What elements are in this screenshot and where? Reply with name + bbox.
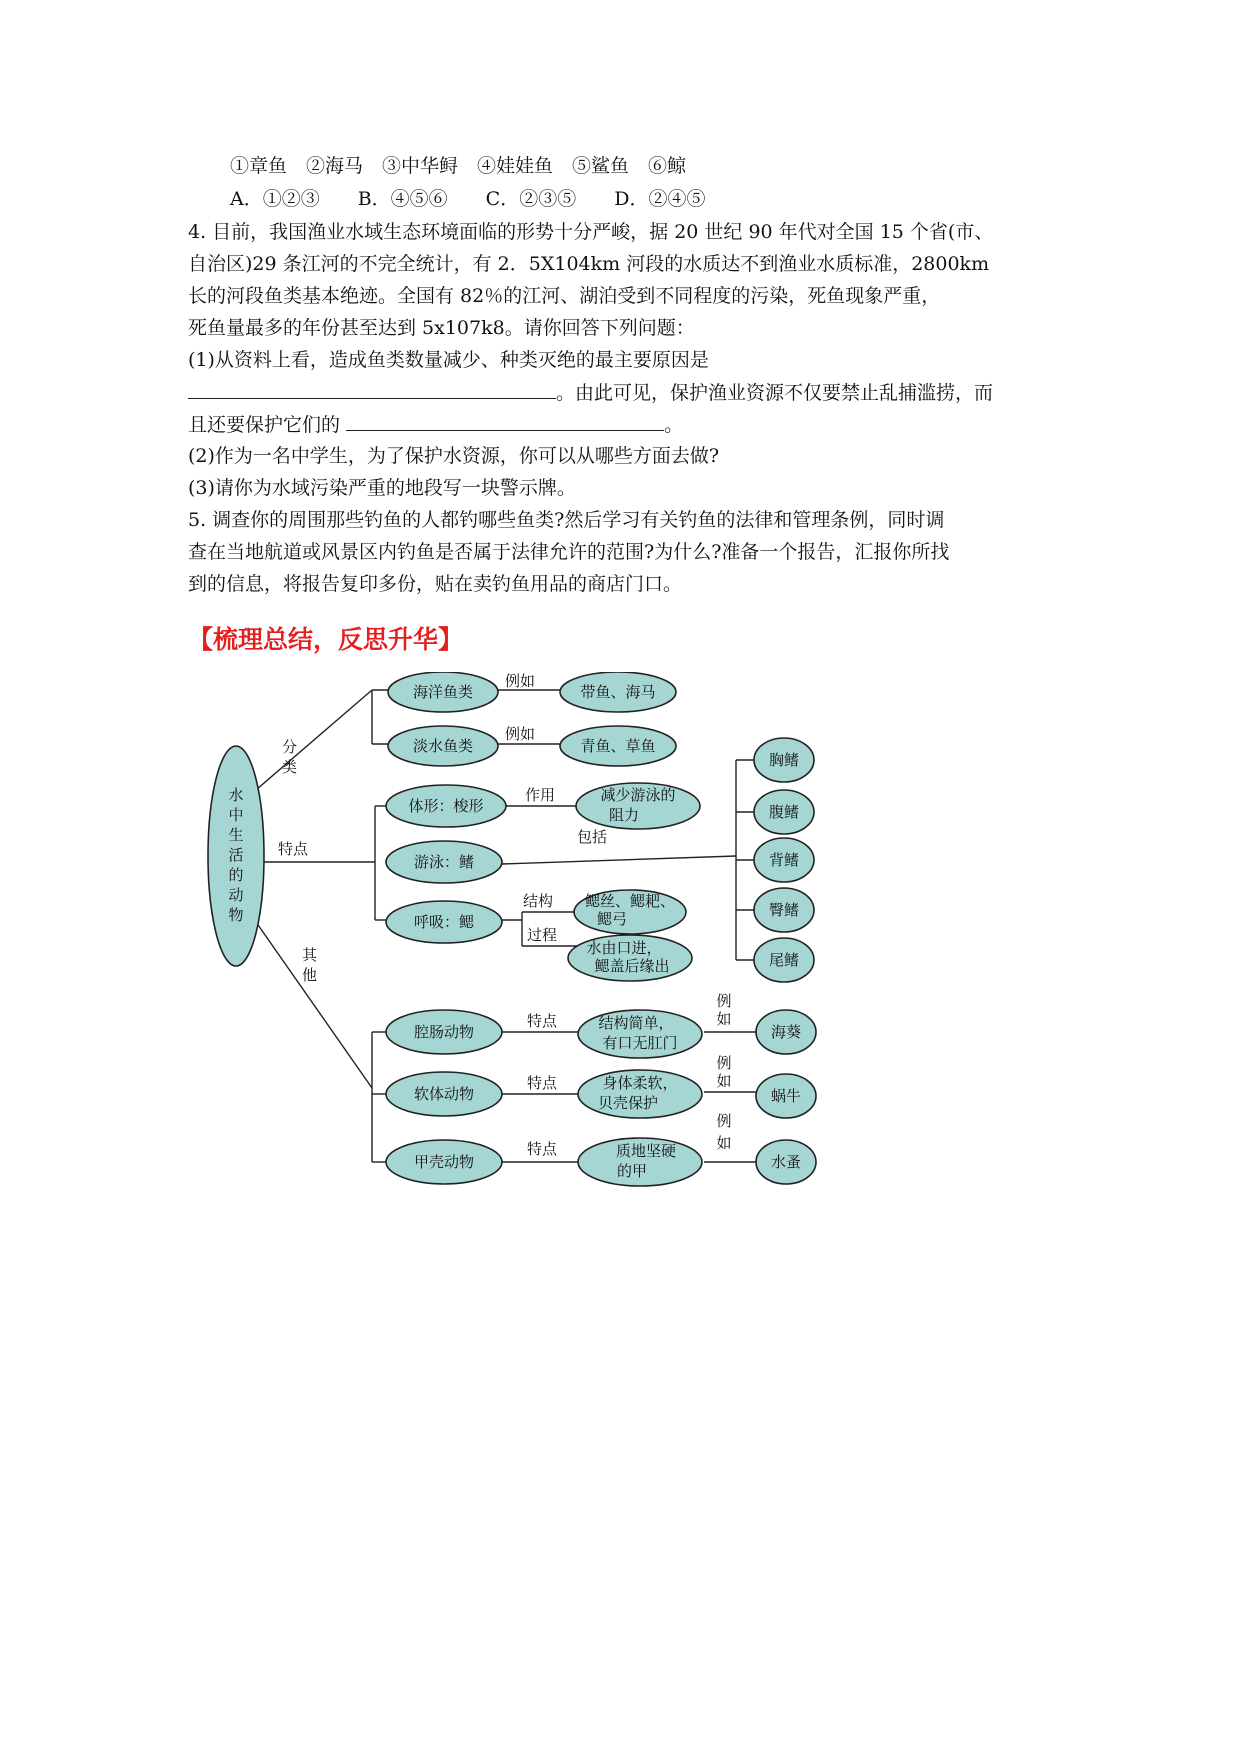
svg-text:的甲: 的甲 xyxy=(616,1162,648,1180)
edge-label-example: 例 xyxy=(716,1054,732,1072)
edge-label-feature: 特点 xyxy=(526,1140,558,1158)
q4-sub-1-text-b: 。由此可见，保护渔业资源不仅要禁止乱捕滥捞，而 xyxy=(556,382,994,404)
svg-text:淡水鱼类: 淡水鱼类 xyxy=(412,737,474,755)
node-marine-example xyxy=(560,672,676,712)
edge-label-includes: 包括 xyxy=(576,828,608,846)
svg-text:青鱼、草鱼: 青鱼、草鱼 xyxy=(580,737,656,755)
q4-sub-1-text-d: 。 xyxy=(664,414,684,436)
svg-text:甲壳动物: 甲壳动物 xyxy=(413,1153,475,1171)
node-breathing-process xyxy=(568,935,692,981)
edge-label-example: 例 xyxy=(716,1112,732,1130)
q5-line-3: 到的信息，将报告复印多份，贴在卖钓鱼用品的商店门口。 xyxy=(188,573,683,595)
edge-label-process: 过程 xyxy=(526,926,558,944)
branch-label-other: 其 xyxy=(302,946,318,964)
section-heading: 【梳理总结，反思升华】 xyxy=(188,625,464,654)
svg-text:尾鳍: 尾鳍 xyxy=(768,951,800,969)
node-fin-pelvic xyxy=(754,790,814,834)
svg-text:臀鳍: 臀鳍 xyxy=(768,901,800,919)
root-char: 中 xyxy=(228,806,244,824)
node-mollusk-feature xyxy=(578,1070,702,1118)
svg-text:软体动物: 软体动物 xyxy=(413,1085,475,1103)
edge-label-example: 如 xyxy=(716,1010,732,1028)
root-char: 的 xyxy=(228,866,244,884)
root-char: 生 xyxy=(228,826,244,844)
q3-options: ①章鱼 ②海马 ③中华鲟 ④娃娃鱼 ⑤鲨鱼 ⑥鲸 xyxy=(230,155,687,177)
svg-text:有口无肛门: 有口无肛门 xyxy=(602,1034,678,1052)
branch-label-feature: 特点 xyxy=(278,840,309,858)
svg-text:鳃弓: 鳃弓 xyxy=(596,910,628,928)
svg-text:游泳：鳍: 游泳：鳍 xyxy=(413,853,475,871)
node-mollusk-example xyxy=(756,1074,816,1118)
svg-text:海葵: 海葵 xyxy=(770,1023,802,1041)
svg-text:水蚤: 水蚤 xyxy=(770,1153,802,1171)
svg-text:结构简单，: 结构简单， xyxy=(598,1014,674,1032)
svg-text:海洋鱼类: 海洋鱼类 xyxy=(412,683,474,701)
svg-text:背鳍: 背鳍 xyxy=(768,851,800,869)
svg-text:身体柔软，: 身体柔软， xyxy=(602,1074,678,1092)
svg-text:带鱼、海马: 带鱼、海马 xyxy=(580,683,656,701)
q4-sub-1-end xyxy=(188,410,683,439)
edge-label-example: 例如 xyxy=(504,672,536,690)
node-coelenterate-feature xyxy=(578,1010,702,1058)
branch-label-other: 他 xyxy=(302,966,318,984)
root-char: 物 xyxy=(228,906,244,924)
svg-text:体形：梭形: 体形：梭形 xyxy=(408,797,484,815)
node-crustacean-feature xyxy=(578,1138,702,1186)
node-coelenterate xyxy=(386,1010,502,1054)
root-char: 水 xyxy=(228,786,244,804)
node-fin-pectoral xyxy=(754,738,814,782)
q4-line-3: 长的河段鱼类基本绝迹。全国有 82％的江河、湖泊受到不同程度的污染，死鱼现象严重， xyxy=(188,285,941,307)
edge-label-example: 例如 xyxy=(504,725,536,743)
q3-answer-choices: A．①②③ B．④⑤⑥ C．②③⑤ D．②④⑤ xyxy=(230,188,706,210)
node-mollusk xyxy=(386,1072,502,1116)
edge-label-example: 如 xyxy=(716,1134,732,1152)
answer-blank-2[interactable] xyxy=(346,410,664,431)
edge-label-feature: 特点 xyxy=(526,1074,558,1092)
concept-map xyxy=(200,672,840,1192)
svg-text:阻力: 阻力 xyxy=(608,806,640,824)
q4-line-2: 自治区)29 条江河的不完全统计，有 2．5X104km 河段的水质达不到渔业水质标准，2800km xyxy=(188,253,990,275)
svg-text:鳃丝、鳃耙、: 鳃丝、鳃耙、 xyxy=(584,892,676,910)
svg-text:胸鳍: 胸鳍 xyxy=(768,751,800,769)
node-crustacean-example xyxy=(756,1140,816,1184)
node-fin-anal xyxy=(754,888,814,932)
edge-label-feature: 特点 xyxy=(526,1012,558,1030)
q4-sub-1-text-c: 且还要保护它们的 xyxy=(188,414,341,436)
edge-label-function: 作用 xyxy=(524,786,556,804)
node-freshwater-fish xyxy=(388,726,498,766)
root-char: 活 xyxy=(228,846,244,864)
branch-label-classify: 分 xyxy=(282,738,298,756)
edge-label-structure: 结构 xyxy=(522,892,554,910)
node-breathing xyxy=(386,901,502,943)
node-coelenterate-example xyxy=(756,1010,816,1054)
svg-text:腹鳍: 腹鳍 xyxy=(768,803,800,821)
svg-text:水由口进，: 水由口进， xyxy=(586,939,662,957)
svg-text:呼吸：鳃: 呼吸：鳃 xyxy=(413,913,475,931)
edge-label-example: 如 xyxy=(716,1072,732,1090)
svg-text:鳃盖后缘出: 鳃盖后缘出 xyxy=(594,957,670,975)
svg-text:腔肠动物: 腔肠动物 xyxy=(413,1023,475,1041)
node-crustacean xyxy=(386,1140,502,1184)
q4-line-4: 死鱼量最多的年份甚至达到 5x107k8。请你回答下列问题： xyxy=(188,317,695,339)
answer-blank-1[interactable] xyxy=(188,378,556,399)
root-char: 动 xyxy=(228,886,244,904)
q4-sub-2: (2)作为一名中学生，为了保护水资源，你可以从哪些方面去做? xyxy=(188,445,720,467)
q4-sub-3: (3)请你为水域污染严重的地段写一块警示牌。 xyxy=(188,477,576,499)
node-freshwater-example xyxy=(560,726,676,766)
node-body-effect xyxy=(576,783,700,829)
node-fin-dorsal xyxy=(754,838,814,882)
node-fin-caudal xyxy=(754,938,814,982)
branch-label-classify: 类 xyxy=(282,758,298,776)
q5-line-2: 查在当地航道或风景区内钓鱼是否属于法律允许的范围?为什么?准备一个报告，汇报你所找 xyxy=(188,541,950,563)
q4-line-1: 4. 目前，我国渔业水域生态环境面临的形势十分严峻，据 20 世纪 90 年代对全国 15 个省(市、 xyxy=(188,221,994,243)
node-marine-fish xyxy=(388,672,498,712)
q4-sub-1-continued xyxy=(188,378,993,407)
q5-line-1: 5. 调查你的周围那些钓鱼的人都钓哪些鱼类?然后学习有关钓鱼的法律和管理条例，同时调 xyxy=(188,509,945,531)
edge-label-example: 例 xyxy=(716,992,732,1010)
node-swimming xyxy=(386,841,502,883)
svg-text:贝壳保护: 贝壳保护 xyxy=(597,1094,659,1112)
root-node xyxy=(208,746,264,966)
svg-text:蜗牛: 蜗牛 xyxy=(770,1087,802,1105)
node-body-shape xyxy=(386,785,506,827)
node-gill-structure xyxy=(574,890,686,934)
svg-text:质地坚硬: 质地坚硬 xyxy=(615,1142,677,1160)
q4-sub-1: (1)从资料上看，造成鱼类数量减少、种类灭绝的最主要原因是 xyxy=(188,349,709,371)
svg-text:减少游泳的: 减少游泳的 xyxy=(600,786,676,804)
